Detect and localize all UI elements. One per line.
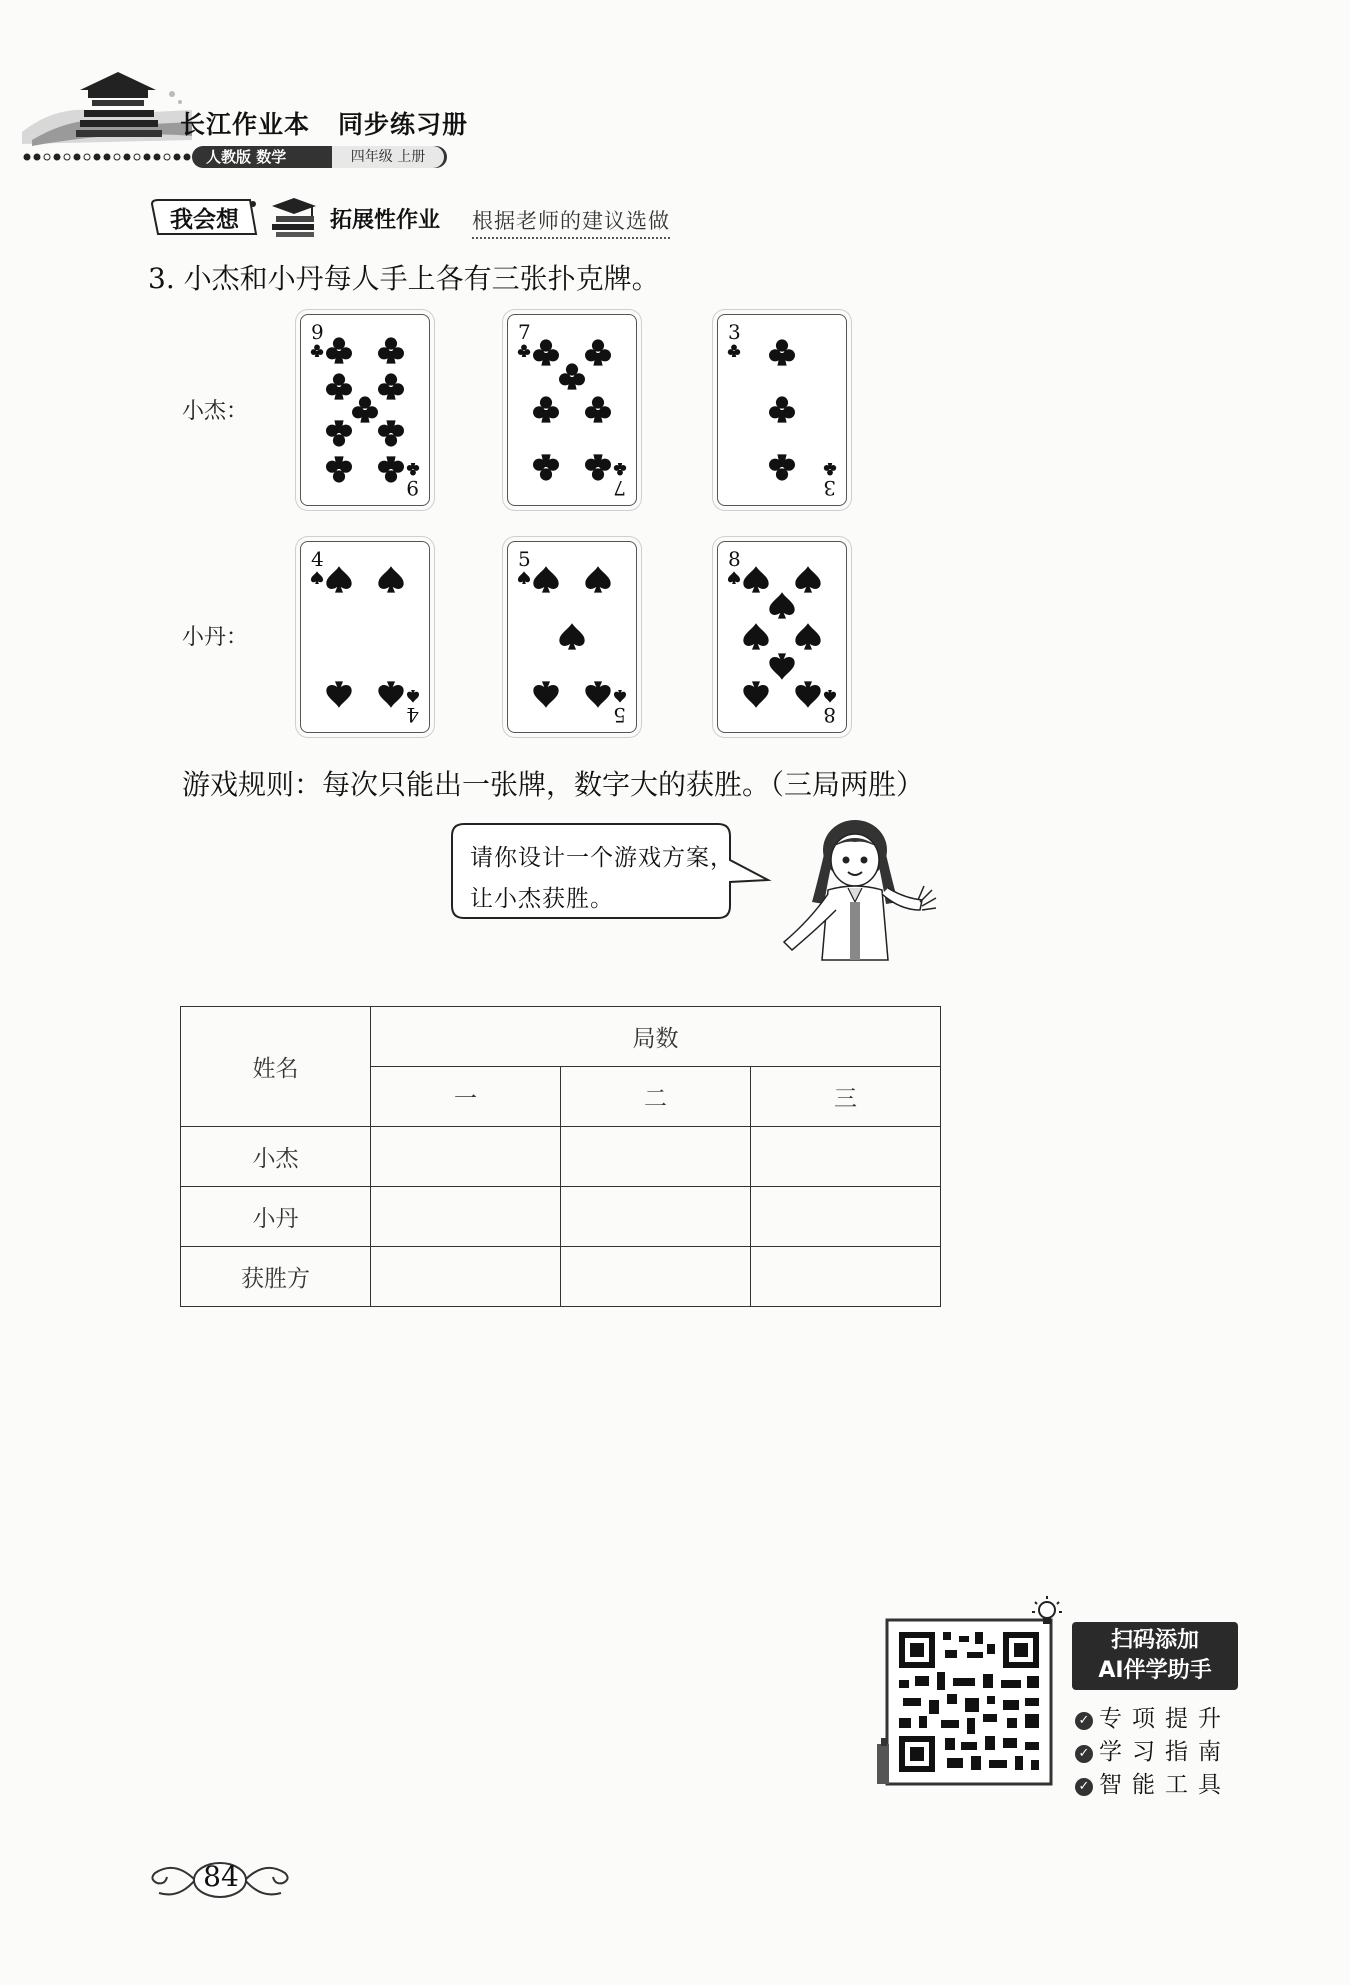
spade-pip: [769, 653, 794, 679]
brand-title: [180, 105, 496, 141]
qr-badge-line-2: AI伴学助手: [1098, 1658, 1212, 1683]
lightbulb-icon: [1030, 1594, 1064, 1628]
spade-pip: [326, 681, 351, 707]
club-pip: [378, 337, 404, 363]
spade-pip: [585, 681, 610, 707]
feature-label: 学习指南: [1099, 1739, 1231, 1765]
brand-name: 长江作业本: [180, 110, 311, 139]
player-label-xiaojie: 小杰：: [182, 399, 249, 424]
club-pip: [378, 420, 404, 446]
card-rank-corner: 4: [311, 547, 324, 571]
club-pip: [326, 373, 352, 399]
card-face: [301, 315, 429, 505]
check-icon: ✓: [1075, 1712, 1093, 1730]
playing-card-spade-4: [300, 541, 430, 733]
card-rank-corner-inverted: 7: [613, 476, 626, 500]
club-pip: [326, 337, 352, 363]
card-face: [301, 542, 429, 732]
rounds-header: 局数: [371, 1007, 941, 1067]
section-name: 拓展性作业: [330, 208, 441, 233]
card-face: [508, 542, 636, 732]
club-pip: [769, 454, 795, 480]
player-label-xiaodan: 小丹：: [182, 625, 249, 650]
club-pip: [378, 456, 404, 482]
answer-cell[interactable]: [371, 1127, 561, 1187]
spade-pip: [743, 681, 768, 707]
spade-pip: [743, 566, 768, 592]
answer-cell[interactable]: [561, 1187, 751, 1247]
card-face: [508, 315, 636, 505]
feature-label: 智能工具: [1099, 1772, 1231, 1798]
spade-pip: [326, 566, 351, 592]
edition-bar: [192, 146, 447, 168]
spade-pip: [559, 623, 584, 649]
club-pip: [352, 396, 378, 422]
check-icon: ✓: [1075, 1778, 1093, 1796]
answer-cell[interactable]: [561, 1127, 751, 1187]
check-icon: ✓: [1075, 1745, 1093, 1763]
table-row: [181, 1247, 941, 1307]
club-pip: [533, 339, 559, 365]
spade-pip: [769, 592, 794, 618]
spade-pip: [795, 566, 820, 592]
qr-badge: [1072, 1622, 1238, 1690]
club-pip: [378, 373, 404, 399]
answer-cell[interactable]: [751, 1187, 941, 1247]
spade-pip: [795, 623, 820, 649]
brand-subtitle: 同步练习册: [338, 110, 469, 139]
answer-cell[interactable]: [371, 1247, 561, 1307]
card-rank-corner-inverted: 3: [823, 476, 836, 500]
spade-pip: [378, 681, 403, 707]
playing-card-spade-5: [507, 541, 637, 733]
game-rules: 游戏规则：每次只能出一张牌，数字大的获胜。（三局两胜）: [182, 768, 925, 801]
spade-pip: [533, 681, 558, 707]
card-face: [718, 542, 846, 732]
book-stack-icon: [266, 194, 322, 238]
game-plan-table: [180, 1006, 941, 1307]
qr-code[interactable]: [875, 1614, 1059, 1788]
spade-pip: [533, 566, 558, 592]
round-header: 二: [561, 1067, 751, 1127]
club-pip: [533, 454, 559, 480]
row-label: 小杰: [181, 1127, 371, 1187]
card-face: [718, 315, 846, 505]
spade-pip: [743, 623, 768, 649]
club-pip: [585, 339, 611, 365]
card-rank-corner: 5: [518, 547, 531, 571]
girl-illustration: [770, 810, 940, 970]
club-pip: [769, 396, 795, 422]
club-pip: [585, 396, 611, 422]
card-rank-corner-inverted: 8: [823, 703, 836, 727]
card-rank-corner: 8: [728, 547, 741, 571]
club-pip: [559, 363, 585, 389]
playing-card-club-9: [300, 314, 430, 506]
answer-cell[interactable]: [561, 1247, 751, 1307]
section-note: 根据老师的建议选做: [472, 205, 670, 239]
feature-label: 专项提升: [1099, 1706, 1231, 1732]
answer-cell[interactable]: [371, 1187, 561, 1247]
question-text: 3. 小杰和小丹每人手上各有三张扑克牌。: [148, 262, 660, 295]
round-header: 一: [371, 1067, 561, 1127]
playing-card-club-3: [717, 314, 847, 506]
row-label: 小丹: [181, 1187, 371, 1247]
playing-card-spade-8: [717, 541, 847, 733]
qr-badge-line-1: 扫码添加: [1110, 1628, 1199, 1653]
club-pip: [326, 456, 352, 482]
spade-pip: [795, 681, 820, 707]
round-header: 三: [751, 1067, 941, 1127]
club-pip: [533, 396, 559, 422]
name-header: 姓名: [181, 1007, 371, 1127]
card-rank-corner-inverted: 5: [613, 703, 626, 727]
bubble-line-2: 让小杰获胜。: [470, 886, 614, 912]
card-rank-corner-inverted: 4: [406, 703, 419, 727]
feature-item: [1075, 1733, 1231, 1766]
card-rank-corner: 9: [311, 320, 324, 344]
section-tag-label: 我会想: [170, 207, 239, 233]
table-row: [181, 1127, 941, 1187]
club-pip: [326, 420, 352, 446]
feature-item: [1075, 1766, 1231, 1799]
card-rank-corner-inverted: 9: [406, 476, 419, 500]
bubble-line-1: 请你设计一个游戏方案，: [470, 845, 734, 871]
playing-card-club-7: [507, 314, 637, 506]
spade-pip: [585, 566, 610, 592]
bubble-text: [470, 838, 734, 920]
page-number: 84: [203, 1860, 239, 1893]
table-row: [181, 1187, 941, 1247]
card-rank-corner: 3: [728, 320, 741, 344]
answer-cell[interactable]: [751, 1127, 941, 1187]
decorative-dots: [22, 150, 192, 164]
club-pip: [769, 339, 795, 365]
spade-pip: [378, 566, 403, 592]
edition-label: 人教版 数学: [206, 148, 287, 166]
card-rank-corner: 7: [518, 320, 531, 344]
feature-item: [1075, 1700, 1231, 1733]
grade-label: 四年级 上册: [332, 146, 444, 168]
book-series-logo: [22, 70, 192, 162]
row-label: 获胜方: [181, 1247, 371, 1307]
answer-cell[interactable]: [751, 1247, 941, 1307]
club-pip: [585, 454, 611, 480]
